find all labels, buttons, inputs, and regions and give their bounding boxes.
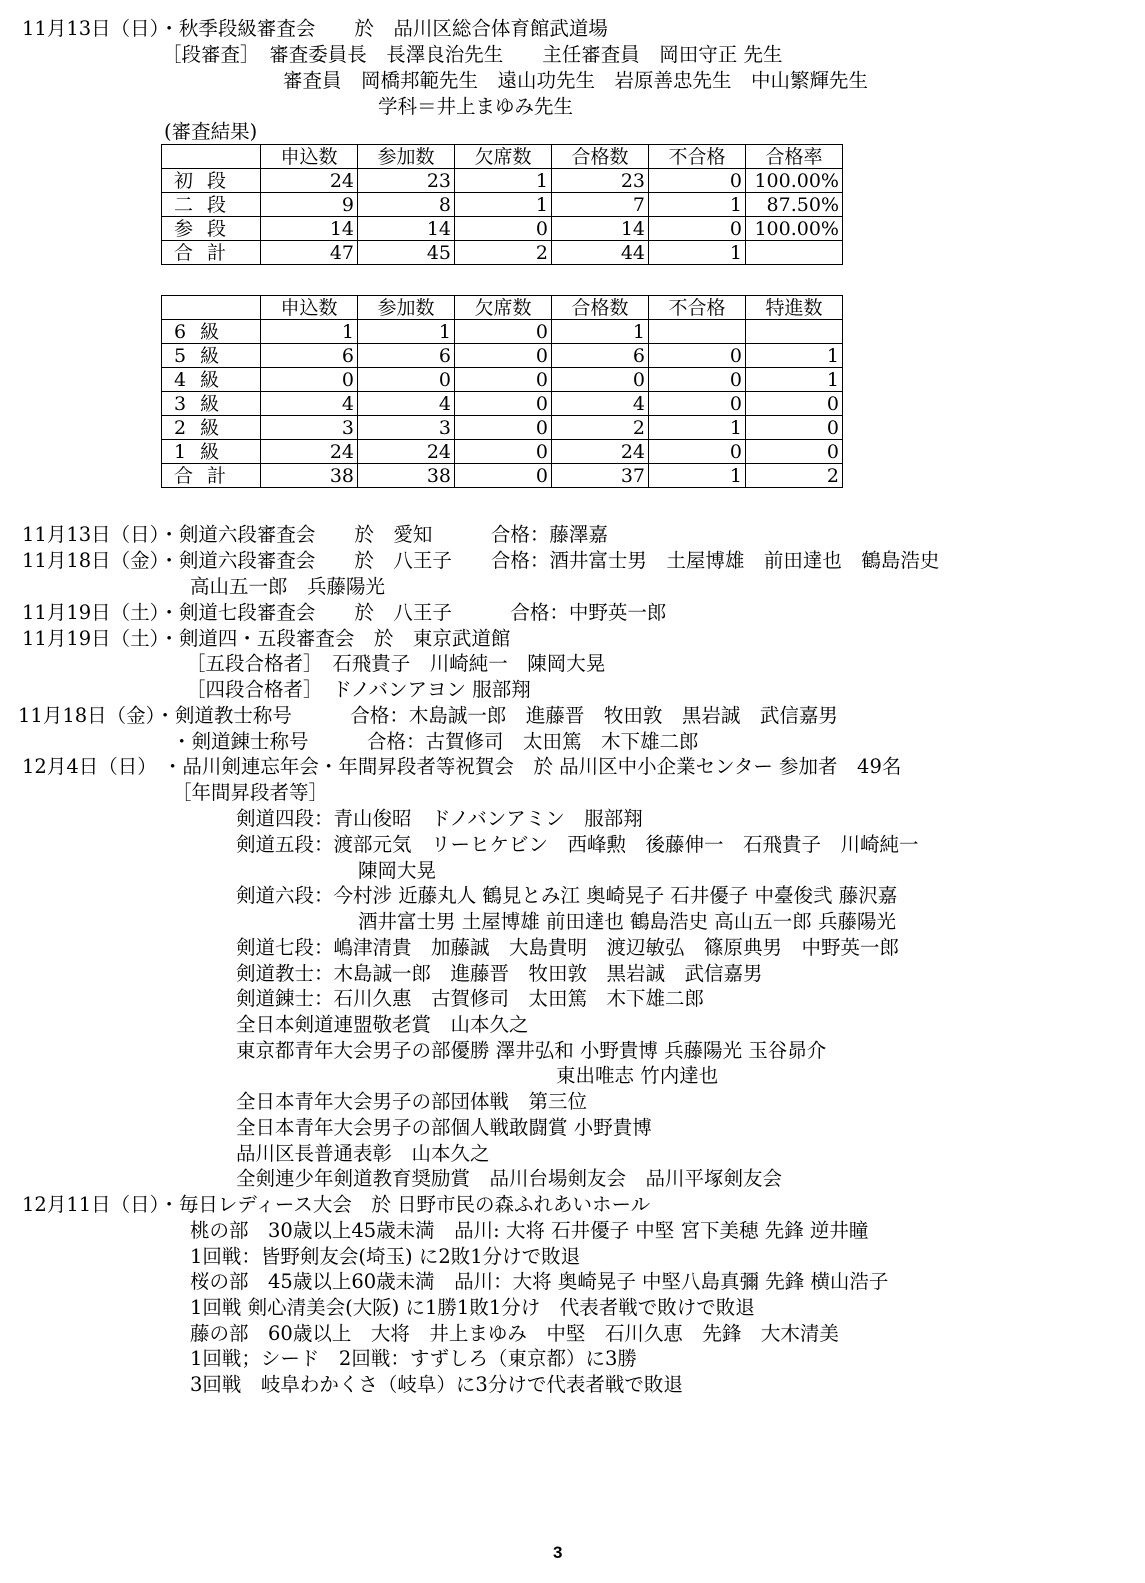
kyu-results-table bbox=[161, 295, 843, 488]
table-row bbox=[162, 464, 843, 488]
table-cell: 0 bbox=[649, 217, 746, 241]
table-row bbox=[162, 368, 843, 392]
table-cell: 0 bbox=[455, 392, 552, 416]
table-cell: 24 bbox=[261, 169, 358, 193]
promotion-fifth-dan: 剣道五段：渡部元気 リーヒケビン 西峰勲 後藤伸一 石飛貴子 川崎純一 bbox=[236, 833, 919, 856]
table-cell: 1 bbox=[358, 320, 455, 344]
table-cell: 38 bbox=[358, 464, 455, 488]
column-header: 合格数 bbox=[552, 145, 649, 169]
event-autumn-exam: 11月13日（日）・秋季段級審査会 於 品川区総合体育館武道場 bbox=[22, 17, 608, 40]
table-cell: 1 bbox=[649, 241, 746, 265]
row-label: 4級 bbox=[162, 368, 261, 392]
fourth-dan-passers: ［四段合格者］ ドノバンアヨン 服部翔 bbox=[186, 678, 531, 701]
table-cell: 1 bbox=[261, 320, 358, 344]
table-cell: 0 bbox=[455, 320, 552, 344]
table-cell: 24 bbox=[552, 440, 649, 464]
award-tokyo-youth-continued: 東出唯志 竹内達也 bbox=[556, 1064, 719, 1087]
table-cell: 23 bbox=[552, 169, 649, 193]
table-cell: 2 bbox=[455, 241, 552, 265]
kyu-table-header bbox=[162, 296, 843, 320]
table-cell: 0 bbox=[261, 368, 358, 392]
dan-exam-academic: 学科＝井上まゆみ先生 bbox=[378, 95, 574, 118]
row-label: 参段 bbox=[162, 217, 261, 241]
table-cell: 0 bbox=[455, 416, 552, 440]
award-national-youth-individual: 全日本青年大会男子の部個人戦敢闘賞 小野貴博 bbox=[236, 1116, 652, 1139]
award-ward-mayor: 品川区長普通表彰 山本久之 bbox=[236, 1142, 490, 1165]
dan-exam-committee: ［段審査］ 審査委員長 長澤良治先生 主任審査員 岡田守正 先生 bbox=[162, 43, 783, 66]
table-cell: 2 bbox=[746, 464, 843, 488]
column-header: 不合格 bbox=[649, 296, 746, 320]
cherry-division: 桜の部 45歳以上60歳未満 品川：大将 奥崎晃子 中堅八島真彌 先鋒 横山浩子 bbox=[190, 1270, 889, 1293]
table-cell: 0 bbox=[746, 392, 843, 416]
table-cell: 100.00% bbox=[746, 169, 843, 193]
table-row bbox=[162, 416, 843, 440]
event-sixth-dan-aichi: 11月13日（日）・剣道六段審査会 於 愛知 合格：藤澤嘉 bbox=[22, 523, 608, 546]
table-cell: 100.00% bbox=[746, 217, 843, 241]
promotion-sixth-dan: 剣道六段：今村涉 近藤丸人 鶴見とみ江 奥崎晃子 石井優子 中臺俊弐 藤沢嘉 bbox=[236, 884, 898, 907]
table-cell: 0 bbox=[455, 368, 552, 392]
table-cell: 6 bbox=[261, 344, 358, 368]
table-row bbox=[162, 440, 843, 464]
dan-table-header bbox=[162, 145, 843, 169]
column-header: 欠席数 bbox=[455, 145, 552, 169]
table-cell bbox=[746, 241, 843, 265]
page-number: 3 bbox=[553, 1543, 563, 1562]
award-national-youth-team: 全日本青年大会男子の部団体戦 第三位 bbox=[236, 1090, 588, 1113]
wisteria-division-round2: 1回戦；シード 2回戦：すずしろ（東京都）に3勝 bbox=[190, 1347, 637, 1370]
table-cell: 0 bbox=[649, 344, 746, 368]
award-tokyo-youth: 東京都青年大会男子の部優勝 澤井弘和 小野貴博 兵藤陽光 玉谷昴介 bbox=[236, 1039, 827, 1062]
table-cell: 8 bbox=[358, 193, 455, 217]
table-cell: 1 bbox=[552, 320, 649, 344]
event-year-end-party: 12月4日（日） ・品川剣連忘年会・年間昇段者等祝賀会 於 品川区中小企業センター 参加者 49名 bbox=[22, 755, 902, 778]
table-cell: 38 bbox=[261, 464, 358, 488]
award-elder: 全日本剣道連盟敬老賞 山本久之 bbox=[236, 1013, 529, 1036]
table-cell: 0 bbox=[746, 416, 843, 440]
table-cell: 3 bbox=[358, 416, 455, 440]
row-label: 2級 bbox=[162, 416, 261, 440]
promotion-seventh-dan: 剣道七段：嶋津清貴 加藤誠 大島貴明 渡辺敏弘 篠原典男 中野英一郎 bbox=[236, 936, 900, 959]
table-cell: 47 bbox=[261, 241, 358, 265]
table-cell: 0 bbox=[552, 368, 649, 392]
dan-exam-examiners: 審査員 岡橋邦範先生 遠山功先生 岩原善忠先生 中山繁輝先生 bbox=[283, 69, 869, 92]
table-cell: 7 bbox=[552, 193, 649, 217]
table-cell: 0 bbox=[649, 169, 746, 193]
event-fourth-fifth-dan: 11月19日（土）・剣道四・五段審査会 於 東京武道館 bbox=[22, 627, 511, 650]
column-header: 参加数 bbox=[358, 145, 455, 169]
table-cell: 0 bbox=[455, 440, 552, 464]
event-kyoshi-title: 11月18日（金）・剣道教士称号 合格：木島誠一郎 進藤晋 牧田敦 黒岩誠 武信嘉男 bbox=[18, 704, 838, 727]
table-cell: 9 bbox=[261, 193, 358, 217]
table-cell: 45 bbox=[358, 241, 455, 265]
table-cell: 37 bbox=[552, 464, 649, 488]
table-cell: 1 bbox=[455, 193, 552, 217]
table-cell: 4 bbox=[552, 392, 649, 416]
event-seventh-dan: 11月19日（土）・剣道七段審査会 於 八王子 合格：中野英一郎 bbox=[22, 601, 667, 624]
event-renshi-title: ・剣道錬士称号 合格：古賀修司 太田篤 木下雄二郎 bbox=[172, 730, 699, 753]
table-cell: 1 bbox=[455, 169, 552, 193]
exam-results-label: (審査結果) bbox=[164, 120, 258, 143]
table-cell: 1 bbox=[649, 464, 746, 488]
event-ladies-tournament: 12月11日（日）・毎日レディース大会 於 日野市民の森ふれあいホール bbox=[22, 1193, 651, 1216]
column-header: 特進数 bbox=[746, 296, 843, 320]
row-label: 5級 bbox=[162, 344, 261, 368]
table-cell: 4 bbox=[358, 392, 455, 416]
table-cell: 0 bbox=[455, 344, 552, 368]
cherry-division-result: 1回戦 剣心清美会(大阪) に1勝1敗1分け 代表者戦で敗けで敗退 bbox=[190, 1296, 755, 1319]
column-header: 合格率 bbox=[746, 145, 843, 169]
table-cell: 1 bbox=[746, 368, 843, 392]
dan-results-table bbox=[161, 144, 843, 265]
promotion-fourth-dan: 剣道四段：青山俊昭 ドノバンアミン 服部翔 bbox=[236, 807, 643, 830]
sixth-dan-passers-continued: 高山五一郎 兵藤陽光 bbox=[190, 575, 386, 598]
table-cell: 0 bbox=[649, 392, 746, 416]
table-cell: 4 bbox=[261, 392, 358, 416]
column-header: 申込数 bbox=[261, 296, 358, 320]
column-header: 申込数 bbox=[261, 145, 358, 169]
row-label: 1級 bbox=[162, 440, 261, 464]
fifth-dan-passers: ［五段合格者］ 石飛貴子 川崎純一 陳岡大晃 bbox=[186, 652, 606, 675]
table-cell: 0 bbox=[746, 440, 843, 464]
table-cell: 6 bbox=[358, 344, 455, 368]
table-cell: 3 bbox=[261, 416, 358, 440]
table-corner-cell bbox=[162, 145, 261, 169]
table-cell: 14 bbox=[261, 217, 358, 241]
table-cell: 0 bbox=[358, 368, 455, 392]
table-corner-cell bbox=[162, 296, 261, 320]
table-cell bbox=[746, 320, 843, 344]
column-header: 合格数 bbox=[552, 296, 649, 320]
table-cell: 87.50% bbox=[746, 193, 843, 217]
table-cell: 1 bbox=[649, 193, 746, 217]
table-cell bbox=[649, 320, 746, 344]
table-cell: 14 bbox=[358, 217, 455, 241]
annual-promotions-label: ［年間昇段者等］ bbox=[172, 781, 329, 804]
row-label: 6級 bbox=[162, 320, 261, 344]
promotion-sixth-dan-continued: 酒井富士男 土屋博雄 前田達也 鶴島浩史 高山五一郎 兵藤陽光 bbox=[358, 910, 896, 933]
table-cell: 1 bbox=[649, 416, 746, 440]
table-cell: 24 bbox=[358, 440, 455, 464]
table-cell: 6 bbox=[552, 344, 649, 368]
event-sixth-dan-hachioji: 11月18日（金）・剣道六段審査会 於 八王子 合格：酒井富士男 土屋博雄 前田達也 鶴島浩史 bbox=[22, 549, 940, 572]
table-row bbox=[162, 241, 843, 265]
table-cell: 24 bbox=[261, 440, 358, 464]
table-row bbox=[162, 217, 843, 241]
table-cell: 1 bbox=[746, 344, 843, 368]
table-cell: 2 bbox=[552, 416, 649, 440]
column-header: 欠席数 bbox=[455, 296, 552, 320]
promotion-renshi: 剣道錬士：石川久惠 古賀修司 太田篤 木下雄二郎 bbox=[236, 987, 705, 1010]
table-row bbox=[162, 344, 843, 368]
wisteria-division: 藤の部 60歳以上 大将 井上まゆみ 中堅 石川久恵 先鋒 大木清美 bbox=[190, 1322, 839, 1345]
table-cell: 0 bbox=[455, 464, 552, 488]
table-cell: 0 bbox=[649, 440, 746, 464]
table-row bbox=[162, 320, 843, 344]
wisteria-division-round3: 3回戦 岐阜わかくさ（岐阜）に3分けで代表者戦で敗退 bbox=[190, 1373, 683, 1396]
row-label: 合計 bbox=[162, 464, 261, 488]
row-label: 二段 bbox=[162, 193, 261, 217]
table-row bbox=[162, 392, 843, 416]
table-cell: 14 bbox=[552, 217, 649, 241]
row-label: 初段 bbox=[162, 169, 261, 193]
table-cell: 44 bbox=[552, 241, 649, 265]
row-label: 合計 bbox=[162, 241, 261, 265]
column-header: 不合格 bbox=[649, 145, 746, 169]
row-label: 3級 bbox=[162, 392, 261, 416]
award-youth-education: 全剣連少年剣道教育奨励賞 品川台場剣友会 品川平塚剣友会 bbox=[236, 1167, 783, 1190]
column-header: 参加数 bbox=[358, 296, 455, 320]
peach-division: 桃の部 30歳以上45歳未満 品川: 大将 石井優子 中堅 宮下美穂 先鋒 逆井瞳 bbox=[190, 1219, 869, 1242]
promotion-kyoshi: 剣道教士：木島誠一郎 進藤晋 牧田敦 黒岩誠 武信嘉男 bbox=[236, 962, 763, 985]
table-cell: 0 bbox=[455, 217, 552, 241]
promotion-fifth-dan-continued: 陳岡大晃 bbox=[358, 859, 437, 882]
table-row bbox=[162, 193, 843, 217]
table-cell: 23 bbox=[358, 169, 455, 193]
table-row bbox=[162, 169, 843, 193]
table-cell: 0 bbox=[649, 368, 746, 392]
peach-division-result: 1回戦：皆野剣友会(埼玉) に2敗1分けで敗退 bbox=[190, 1245, 581, 1268]
